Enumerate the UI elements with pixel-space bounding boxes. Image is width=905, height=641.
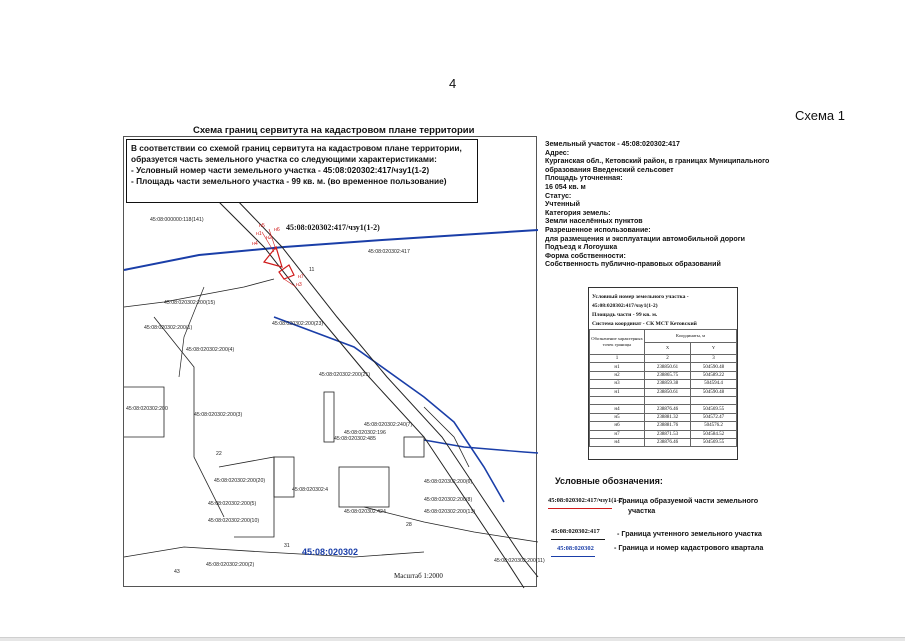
info-line: образуется часть земельного участка со следующими характеристиками: bbox=[131, 154, 437, 164]
plan-label: 45:08:020302:240(7) bbox=[364, 422, 413, 428]
legend-parcel-code: 45:08:020302:417 bbox=[551, 528, 600, 535]
point-label: н7 bbox=[298, 274, 304, 280]
prop-line: Адрес: bbox=[545, 148, 570, 157]
plan-label: 45:08:020302:200(23) bbox=[272, 321, 324, 327]
table-cell: 504590.48 bbox=[691, 388, 737, 396]
legend-part-line bbox=[548, 508, 612, 509]
table-cell: 238865.75 bbox=[645, 371, 691, 379]
plan-label: 45:08:020302:200(3) bbox=[194, 412, 243, 418]
easement-info-box bbox=[126, 139, 478, 203]
table-head-line: Система координат - СК МСТ Кетовский bbox=[592, 321, 697, 327]
info-line: - Условный номер части земельного участка - 45:08:020302:417/чзу1(1-2) bbox=[131, 165, 430, 175]
plan-label: 45:08:000000:118(141) bbox=[150, 217, 204, 223]
plan-label: 45:08:020302:200(2) bbox=[206, 562, 255, 568]
table-cell: н1 bbox=[590, 388, 645, 396]
point-label: н4 bbox=[252, 241, 258, 247]
prop-line: Категория земель: bbox=[545, 208, 611, 217]
info-line: В соответствии со схемой границ сервитута на кадастровом плане территории, bbox=[131, 143, 462, 153]
table-row bbox=[590, 380, 737, 388]
table-cell: н4 bbox=[590, 438, 645, 446]
table-cell bbox=[645, 396, 691, 404]
page-number: 4 bbox=[449, 76, 457, 91]
table-cell: н3 bbox=[590, 380, 645, 388]
table-cell: 238850.61 bbox=[645, 388, 691, 396]
prop-line: Подъезд к Логоушка bbox=[545, 243, 618, 252]
parcel-properties bbox=[545, 140, 785, 269]
table-head-line: Условный номер земельного участка - bbox=[592, 294, 689, 300]
table-row bbox=[590, 413, 737, 421]
table-cell: н7 bbox=[590, 430, 645, 438]
table-head-line: 45:08:020302:417/чзу1(1-2) bbox=[592, 303, 658, 309]
table-head-line: Площадь части - 99 кв. м. bbox=[592, 312, 658, 318]
legend-title: Условные обозначения: bbox=[555, 476, 663, 486]
table-row bbox=[590, 438, 737, 446]
prop-line: Курганская обл., Кетовский район, в границах Муниципального bbox=[545, 157, 770, 166]
prop-line: Статус: bbox=[545, 191, 572, 200]
table-cell: 504569.55 bbox=[691, 405, 737, 413]
legend-quarter-line bbox=[551, 556, 595, 557]
table-row bbox=[590, 430, 737, 438]
table-cell: 504594.4 bbox=[691, 380, 737, 388]
point-label: н2 bbox=[266, 235, 272, 241]
page-bottom-edge bbox=[0, 637, 905, 641]
col-y-header: Y bbox=[691, 342, 737, 355]
point-label: н5 bbox=[259, 223, 265, 229]
col-x-header: X bbox=[645, 342, 691, 355]
table-cell: 238876.46 bbox=[645, 405, 691, 413]
plan-label: 45:08:020302:200(21) bbox=[319, 372, 371, 378]
table-row bbox=[590, 396, 737, 404]
table-cell: н1 bbox=[590, 363, 645, 371]
table-cell: 238876.46 bbox=[645, 438, 691, 446]
table-row bbox=[590, 388, 737, 396]
point-label: 22 bbox=[216, 451, 222, 457]
table-cell: н4 bbox=[590, 405, 645, 413]
prop-line: Земли населённых пунктов bbox=[545, 217, 643, 226]
coordinate-table-block bbox=[588, 287, 738, 460]
parcel-outline bbox=[124, 547, 424, 557]
road-parcel-line bbox=[214, 197, 524, 588]
parcel-outline bbox=[339, 467, 389, 507]
parcel-outline bbox=[219, 457, 274, 537]
plan-label: 45:08:020302:200(6) bbox=[424, 479, 473, 485]
quarter-number-label: 45:08:020302 bbox=[302, 547, 359, 557]
point-label: н6 bbox=[274, 227, 280, 233]
plan-label: 45:08:020302:200(5) bbox=[208, 501, 257, 507]
quarter-boundary-line bbox=[124, 230, 538, 270]
plan-label: 45:08:020302:200(11) bbox=[494, 558, 545, 564]
prop-line: Площадь уточненная: bbox=[545, 174, 623, 183]
point-label: н1 bbox=[256, 231, 262, 237]
legend-part-code: 45:08:020302:417/чзу1(1-2) bbox=[548, 497, 625, 504]
legend-text-line: участка bbox=[628, 506, 656, 515]
plan-label: 45:08:020302:200 bbox=[126, 406, 168, 412]
table-row bbox=[590, 405, 737, 413]
table-cell: 238859.38 bbox=[645, 380, 691, 388]
point-label: 28 bbox=[406, 522, 412, 528]
parcel-outline bbox=[324, 392, 334, 442]
quarter-boundary-line-right bbox=[424, 440, 538, 453]
parcel-outline bbox=[274, 457, 294, 497]
legend-parcel-text: - Граница учтенного земельного участка bbox=[617, 529, 762, 538]
table-cell: 504584.52 bbox=[691, 430, 737, 438]
point-label: н3 bbox=[296, 282, 302, 288]
legend-quarter-text: - Граница и номер кадастрового квартала bbox=[614, 543, 764, 552]
col-coords-header: Координаты, м bbox=[645, 330, 737, 343]
scheme-title: Схема границ сервитута на кадастровом плане территории bbox=[193, 125, 475, 136]
plan-label: 45:08:020302:200(4) bbox=[186, 347, 235, 353]
prop-line: Земельный участок - 45:08:020302:417 bbox=[545, 140, 680, 148]
prop-line: Форма собственности: bbox=[545, 251, 626, 260]
legend-part-text bbox=[614, 496, 758, 516]
table-cell: 504576.2 bbox=[691, 422, 737, 430]
table-row bbox=[590, 363, 737, 371]
plan-label: 45:08:020302:200(1) bbox=[144, 325, 193, 331]
table-cell: 238850.61 bbox=[645, 363, 691, 371]
parcel-outline bbox=[124, 387, 164, 437]
plan-label: 45:08:020302:200(8) bbox=[424, 497, 473, 503]
table-cell: 3 bbox=[691, 355, 737, 363]
legend-text-line: - Граница образуемой части земельного bbox=[614, 496, 759, 505]
cadastral-plan bbox=[123, 136, 545, 587]
table-cell: н6 bbox=[590, 422, 645, 430]
table-cell: 2 bbox=[645, 355, 691, 363]
table-cell: н2 bbox=[590, 371, 645, 379]
point-label: 31 bbox=[284, 543, 290, 549]
plan-label: 45:08:020302:4 bbox=[292, 487, 329, 493]
point-label: 43 bbox=[174, 569, 180, 575]
table-cell: 504572.47 bbox=[691, 413, 737, 421]
table-row bbox=[590, 371, 737, 379]
table-cell: 238871.53 bbox=[645, 430, 691, 438]
parcel-outline bbox=[404, 437, 424, 457]
table-cell bbox=[590, 396, 645, 404]
scale-label: Масштаб 1:2000 bbox=[394, 572, 443, 580]
plan-label: 45:08:020302:196 bbox=[344, 430, 386, 436]
prop-line: Собственность публично-правовых образований bbox=[545, 260, 721, 269]
table-cell: 504590.48 bbox=[691, 363, 737, 371]
coordinate-table-header bbox=[589, 288, 737, 329]
prop-line: образования Введенский сельсовет bbox=[545, 165, 674, 174]
part-number-label: 45:08:020302:417/чзу1(1-2) bbox=[286, 223, 380, 232]
table-row bbox=[590, 422, 737, 430]
prop-line: для размещения и эксплуатации автомобильной дороги bbox=[545, 234, 746, 243]
table-cell bbox=[691, 396, 737, 404]
plan-label: 45:08:020302:200(15) bbox=[164, 300, 216, 306]
table-cell: н5 bbox=[590, 413, 645, 421]
prop-line: Разрешенное использование: bbox=[545, 225, 651, 234]
plan-label: 45:08:020302:200(20) bbox=[214, 478, 266, 484]
col-point-header: Обозначение характерных точек границы bbox=[590, 330, 645, 355]
table-cell: 238881.32 bbox=[645, 413, 691, 421]
coordinate-table bbox=[589, 329, 737, 447]
point-label: 11 bbox=[309, 267, 315, 273]
legend-parcel-line bbox=[551, 539, 605, 540]
table-cell: 504569.55 bbox=[691, 438, 737, 446]
legend-quarter-code: 45:08:020302 bbox=[557, 545, 594, 552]
table-cell: 238881.76 bbox=[645, 422, 691, 430]
scheme-label: Схема 1 bbox=[795, 108, 845, 123]
prop-line: Учтенный bbox=[545, 200, 580, 209]
info-line: - Площадь части земельного участка - 99 кв. м. (во временное пользование) bbox=[131, 176, 447, 186]
plan-label: 45:08:020302:417 bbox=[368, 249, 410, 255]
plan-label: 45:08:020302:200(13) bbox=[424, 509, 476, 515]
plan-label: 45:08:020302:485 bbox=[334, 436, 376, 442]
table-cell: 504589.22 bbox=[691, 371, 737, 379]
prop-line: 16 054 кв. м bbox=[545, 182, 586, 191]
table-row bbox=[590, 355, 737, 363]
plan-label: 45:08:020302:200(10) bbox=[208, 518, 260, 524]
table-cell: 1 bbox=[590, 355, 645, 363]
plan-drawing bbox=[124, 137, 538, 588]
plan-label: 45:08:020302:424 bbox=[344, 509, 386, 515]
